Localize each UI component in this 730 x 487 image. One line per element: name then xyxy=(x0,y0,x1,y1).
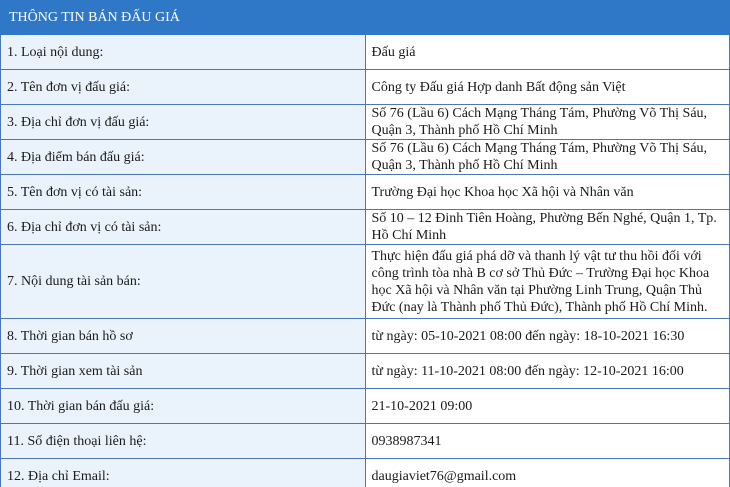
row-label: 10. Thời gian bán đấu giá: xyxy=(1,389,366,424)
row-value: Số 76 (Lầu 6) Cách Mạng Tháng Tám, Phường Võ Thị Sáu, Quận 3, Thành phố Hồ Chí Minh xyxy=(365,105,730,140)
table-row-asset-description xyxy=(1,245,730,319)
row-value: Thực hiện đấu giá phá dỡ và thanh lý vật tư thu hồi đối với công trình tòa nhà B cơ sở Thủ Đức – Trường Đại học Khoa học Xã hội và Nhân văn tại Phường Linh Trung, Quận Thủ Đức (nay là Thành phố Thủ Đức), Thành phố Hồ Chí Minh. xyxy=(365,245,730,319)
row-value: Đấu giá xyxy=(365,35,730,70)
row-value: 21-10-2021 09:00 xyxy=(365,389,730,424)
row-label: 6. Địa chỉ đơn vị có tài sản: xyxy=(1,210,366,245)
table-row-dossier-sale-period xyxy=(1,319,730,354)
row-value: Số 10 – 12 Đinh Tiên Hoàng, Phường Bến Nghé, Quận 1, Tp. Hồ Chí Minh xyxy=(365,210,730,245)
row-label: 9. Thời gian xem tài sản xyxy=(1,354,366,389)
row-label: 7. Nội dung tài sản bán: xyxy=(1,245,366,319)
row-label: 5. Tên đơn vị có tài sản: xyxy=(1,175,366,210)
table-row-auction-unit xyxy=(1,70,730,105)
row-value: 0938987341 xyxy=(365,424,730,459)
row-value: Số 76 (Lầu 6) Cách Mạng Tháng Tám, Phường Võ Thị Sáu, Quận 3, Thành phố Hồ Chí Minh xyxy=(365,140,730,175)
table-row-auction-time xyxy=(1,389,730,424)
table-row-email xyxy=(1,459,730,487)
row-label: 2. Tên đơn vị đấu giá: xyxy=(1,70,366,105)
table-row-owner-name xyxy=(1,175,730,210)
row-value: Trường Đại học Khoa học Xã hội và Nhân văn xyxy=(365,175,730,210)
table-title: THÔNG TIN BÁN ĐẤU GIÁ xyxy=(1,1,730,35)
row-label: 12. Địa chỉ Email: xyxy=(1,459,366,487)
table-row-phone xyxy=(1,424,730,459)
table-row-content-type xyxy=(1,35,730,70)
table-header-row xyxy=(1,1,730,35)
row-value: từ ngày: 05-10-2021 08:00 đến ngày: 18-10-2021 16:30 xyxy=(365,319,730,354)
row-value: từ ngày: 11-10-2021 08:00 đến ngày: 12-10-2021 16:00 xyxy=(365,354,730,389)
table-row-owner-address xyxy=(1,210,730,245)
row-value: daugiaviet76@gmail.com xyxy=(365,459,730,487)
table-row-viewing-period xyxy=(1,354,730,389)
row-value: Công ty Đấu giá Hợp danh Bất động sản Việt xyxy=(365,70,730,105)
row-label: 4. Địa điểm bán đấu giá: xyxy=(1,140,366,175)
row-label: 3. Địa chỉ đơn vị đấu giá: xyxy=(1,105,366,140)
table-row-auction-unit-address xyxy=(1,105,730,140)
row-label: 8. Thời gian bán hồ sơ xyxy=(1,319,366,354)
row-label: 11. Số điện thoại liên hệ: xyxy=(1,424,366,459)
table-row-auction-location xyxy=(1,140,730,175)
row-label: 1. Loại nội dung: xyxy=(1,35,366,70)
